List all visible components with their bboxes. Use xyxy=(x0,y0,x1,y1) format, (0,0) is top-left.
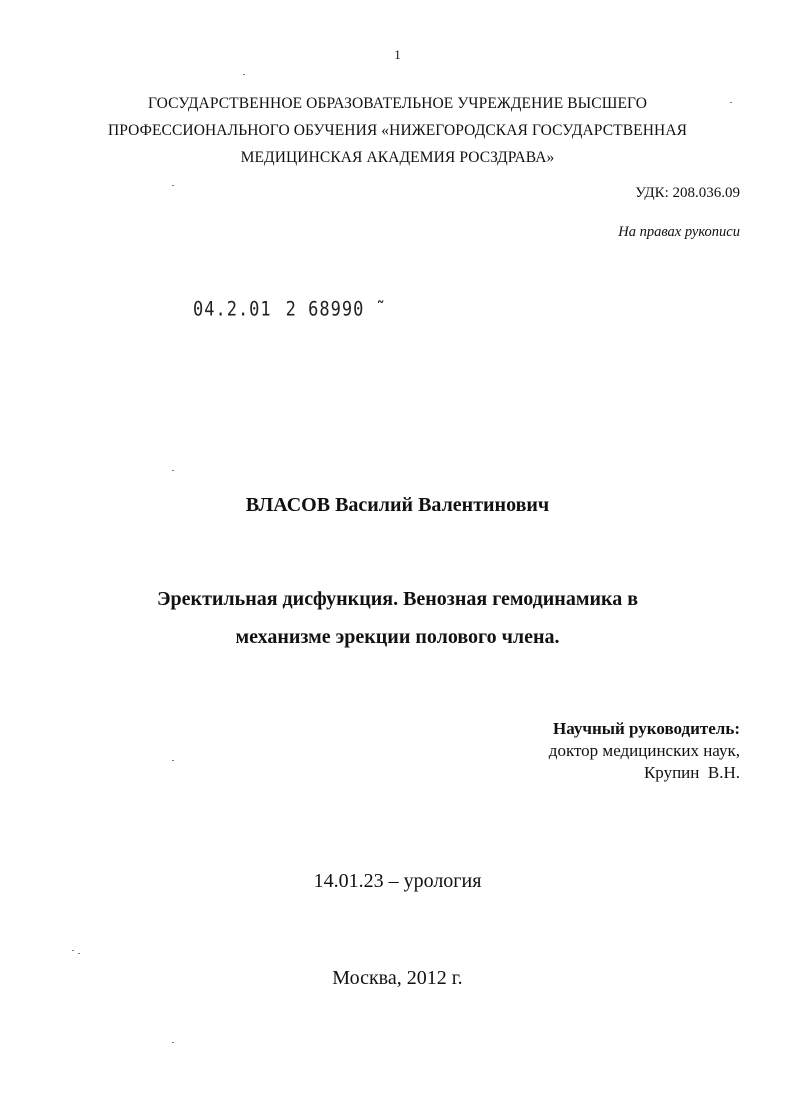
scan-speck xyxy=(172,1042,174,1043)
udk-code: УДК: 208.036.09 xyxy=(635,185,740,201)
registration-stamp-number: 2 68990 ˜ xyxy=(285,298,387,321)
institution-line: МЕДИЦИНСКАЯ АКАДЕМИЯ РОСЗДРАВА» xyxy=(240,149,555,166)
supervisor-block xyxy=(549,718,740,784)
scan-speck xyxy=(730,102,732,103)
scan-speck xyxy=(172,470,174,471)
institution-name xyxy=(0,90,795,171)
supervisor-heading: Научный руководитель: xyxy=(553,719,740,738)
institution-line: ПРОФЕССИОНАЛЬНОГО ОБУЧЕНИЯ «НИЖЕГОРОДСКАЯ ГОСУДАРСТВЕННАЯ xyxy=(107,122,688,139)
page-number: 1 xyxy=(394,47,401,62)
scan-speck xyxy=(78,953,80,954)
scan-speck xyxy=(72,950,74,951)
supervisor-name: Крупин В.Н. xyxy=(643,763,740,782)
place-and-year: Москва, 2012 г. xyxy=(332,967,463,989)
registration-stamp-code: 04.2.01 xyxy=(193,298,272,321)
thesis-title xyxy=(0,580,795,656)
institution-line: ГОСУДАРСТВЕННОЕ ОБРАЗОВАТЕЛЬНОЕ УЧРЕЖДЕНИЕ ВЫСШЕГО xyxy=(147,95,648,112)
thesis-title-line: механизме эрекции полового члена. xyxy=(235,626,560,648)
scan-speck xyxy=(172,760,174,761)
manuscript-rights-note: На правах рукописи xyxy=(618,224,740,240)
supervisor-degree: доктор медицинских наук, xyxy=(548,741,740,760)
scan-speck xyxy=(172,185,174,186)
specialty-code: 14.01.23 – урология xyxy=(313,870,482,892)
registration-stamp xyxy=(193,298,387,321)
scan-speck xyxy=(243,74,245,75)
thesis-title-line: Эректильная дисфункция. Венозная гемодинамика в xyxy=(156,588,638,610)
author-name: ВЛАСОВ Василий Валентинович xyxy=(245,494,550,516)
